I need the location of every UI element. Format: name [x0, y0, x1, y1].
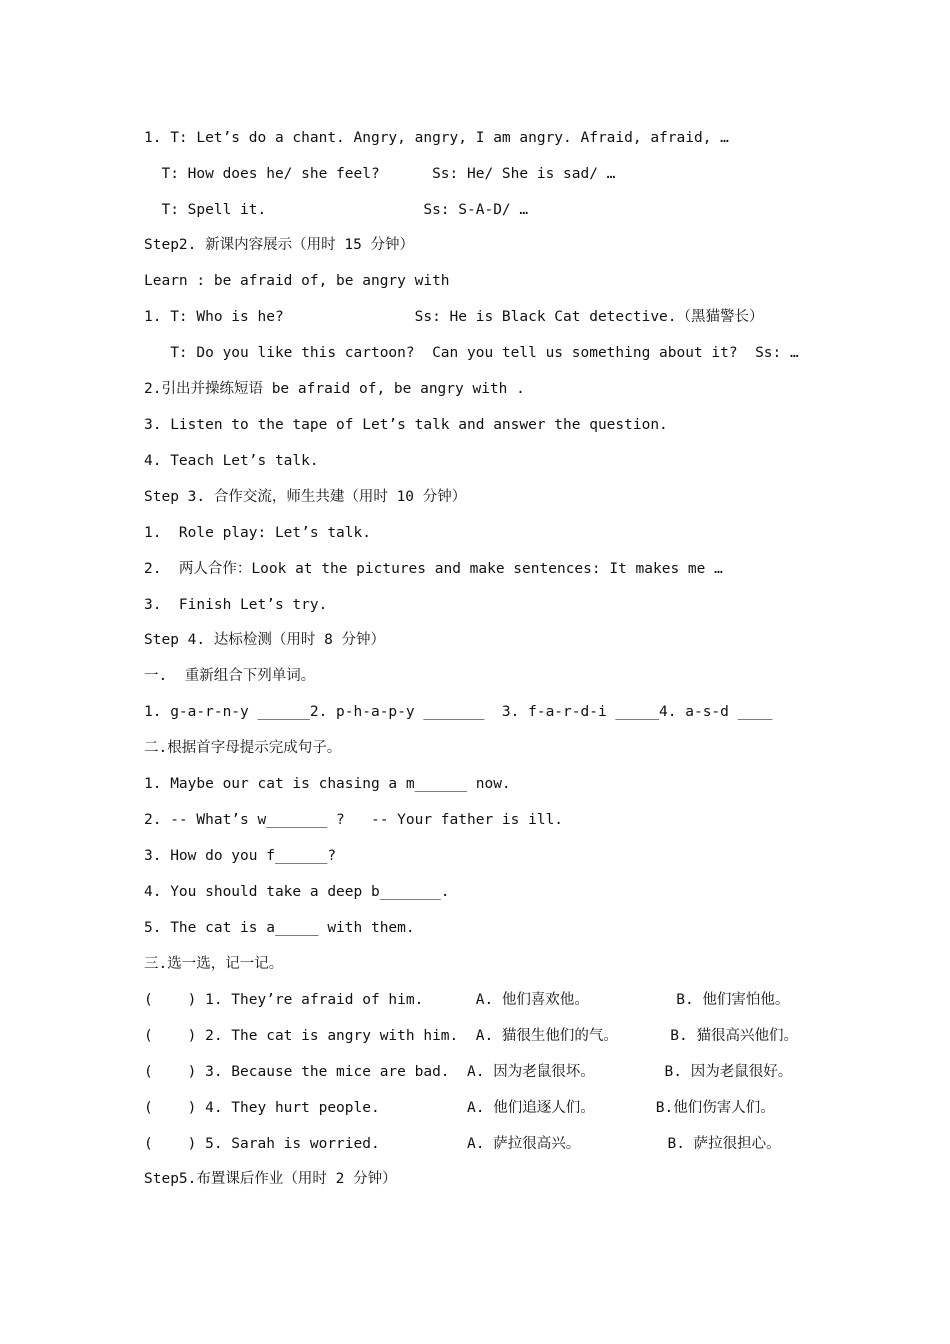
exercise-item: 3. How do you f______? [144, 848, 337, 864]
text-line: 3. Finish Let’s try. [144, 597, 328, 613]
choice-item: ( ) 5. Sarah is worried. A. 萨拉很高兴。 B. 萨拉很担心。 [144, 1136, 781, 1152]
exercise-item: 4. You should take a deep b_______. [144, 884, 450, 900]
exercise-item: 5. The cat is a_____ with them. [144, 920, 415, 936]
text-line: 1. T: Who is he? Ss: He is Black Cat detective.（黑猫警长） [144, 309, 764, 325]
choice-item: ( ) 2. The cat is angry with him. A. 猫很生他们的气。 B. 猫很高兴他们。 [144, 1028, 798, 1044]
section-heading: Step5.布置课后作业（用时 2 分钟） [144, 1171, 397, 1187]
text-line: 4. Teach Let’s talk. [144, 453, 319, 469]
text-line: 2.引出并操练短语 be afraid of, be angry with . [144, 381, 525, 397]
exercise-heading: 三.选一选，记一记。 [144, 956, 284, 972]
text-line: 1. Role play: Let’s talk. [144, 525, 371, 541]
choice-item: ( ) 1. They’re afraid of him. A. 他们喜欢他。 B. 他们害怕他。 [144, 992, 790, 1008]
exercise-item: 1. Maybe our cat is chasing a m______ now. [144, 776, 511, 792]
exercise-heading: 一. 重新组合下列单词。 [144, 668, 316, 684]
choice-item: ( ) 4. They hurt people. A. 他们追逐人们。 B.他们伤害人们。 [144, 1100, 775, 1116]
choice-item: ( ) 3. Because the mice are bad. A. 因为老鼠很坏。 B. 因为老鼠很好。 [144, 1064, 793, 1080]
section-heading: Step 4. 达标检测（用时 8 分钟） [144, 632, 386, 648]
text-line: Learn : be afraid of, be angry with [144, 273, 450, 289]
text-line: T: How does he/ she feel? Ss: He/ She is sad/ … [144, 166, 616, 182]
exercise-heading: 二.根据首字母提示完成句子。 [144, 740, 342, 756]
text-line: T: Do you like this cartoon? Can you tell us something about it? Ss: … [144, 345, 799, 361]
section-heading: Step 3. 合作交流，师生共建（用时 10 分钟） [144, 489, 467, 505]
section-heading: Step2. 新课内容展示（用时 15 分钟） [144, 237, 415, 253]
text-line: T: Spell it. Ss: S-A-D/ … [144, 202, 529, 218]
exercise-item: 1. g-a-r-n-y ______2. p-h-a-p-y _______ 3. f-a-r-d-i _____4. a-s-d ____ [144, 704, 773, 720]
text-line: 2. 两人合作：Look at the pictures and make sentences: It makes me … [144, 561, 723, 577]
text-line: 3. Listen to the tape of Let’s talk and answer the question. [144, 417, 668, 433]
exercise-item: 2. -- What’s w_______ ? -- Your father is ill. [144, 812, 564, 828]
text-line: 1. T: Let’s do a chant. Angry, angry, I am angry. Afraid, afraid, … [144, 130, 729, 146]
